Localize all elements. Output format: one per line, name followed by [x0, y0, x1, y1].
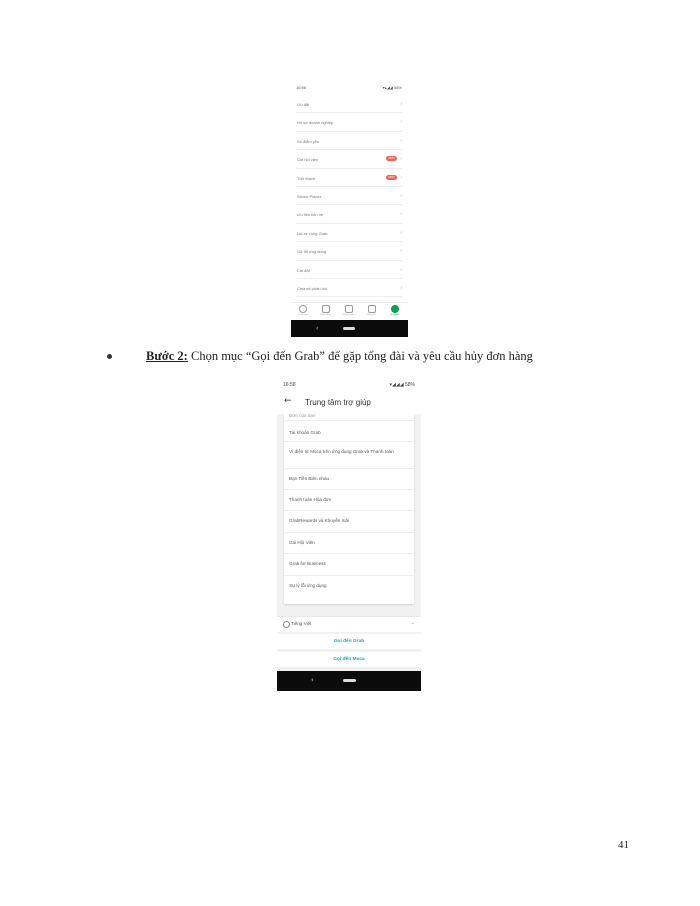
menu-item-business-profile[interactable] — [296, 112, 403, 131]
tab-label: Trang chủ — [297, 314, 308, 316]
help-item-label: GrabRewards và Khuyến mãi — [289, 518, 350, 523]
instruction-bullet — [107, 349, 627, 367]
menu-item-label: Lái xe cùng Grab — [297, 230, 328, 236]
tab-label: Hoạt động — [320, 314, 331, 316]
menu-item-challenges[interactable] — [296, 168, 403, 187]
call-moca-button[interactable]: Gọi đến Moca — [277, 652, 421, 667]
help-item-grab-for-business[interactable] — [284, 553, 414, 576]
chevron-down-icon: ⌄ — [410, 620, 415, 626]
help-item-money-transfer[interactable] — [284, 468, 414, 490]
menu-item-feedback[interactable] — [296, 278, 403, 297]
chevron-right-icon: › — [400, 174, 402, 181]
back-icon[interactable]: ‹ — [311, 676, 314, 684]
status-bar — [277, 378, 421, 392]
status-icons: ▾▴◢◢ 58% — [382, 85, 402, 90]
help-item-label: Bạn Tiền Biên nhau — [289, 476, 330, 481]
tab-label: Thanh toán — [342, 314, 355, 316]
step-description: Chọn mục “Gọi đến Grab” để gặp tổng đài và yêu cầu hủy đơn hàng — [187, 349, 533, 363]
menu-item-favorites[interactable] — [296, 131, 403, 150]
new-badge: MỚI — [386, 156, 397, 161]
help-topics-card — [284, 414, 414, 604]
help-item-app-troubleshooting[interactable] — [284, 575, 414, 597]
chevron-right-icon: › — [400, 119, 402, 126]
wallet-icon — [345, 305, 353, 313]
tab-payment[interactable] — [337, 305, 360, 321]
tab-account[interactable] — [383, 305, 406, 321]
menu-item-saved-places[interactable] — [296, 186, 403, 205]
menu-item-label: Thử thách — [297, 175, 316, 181]
menu-item-label: Ưu tiên liên hệ — [297, 212, 324, 218]
help-item-membership[interactable] — [284, 532, 414, 554]
globe-icon — [283, 621, 290, 628]
back-icon[interactable]: ‹ — [316, 325, 319, 332]
step-label: Bước 2: — [146, 349, 188, 363]
instruction-text — [146, 349, 533, 364]
menu-item-settings[interactable] — [296, 260, 403, 279]
page-number: 41 — [618, 839, 629, 851]
home-pill-icon[interactable] — [343, 679, 356, 682]
menu-item-label: Chia sẻ phản hồi — [297, 286, 328, 291]
inbox-icon — [368, 305, 376, 313]
menu-item-drive-with-grab[interactable] — [296, 223, 403, 242]
tab-label: Hộp thư — [367, 314, 376, 316]
chevron-right-icon: › — [400, 285, 402, 291]
bullet-dot-icon — [107, 354, 112, 359]
chevron-right-icon: › — [400, 229, 402, 236]
help-item-moca-wallet[interactable] — [284, 441, 414, 469]
help-item-label: Thanh toán Hóa đơn — [289, 497, 332, 502]
status-icons: ▾◢◢◢ 58% — [389, 382, 415, 388]
app-screenshot-help-center — [277, 378, 421, 691]
system-nav-bar — [277, 671, 421, 691]
tab-activity[interactable] — [314, 305, 337, 321]
menu-item-label: Hồ sơ doanh nghiệp — [297, 120, 334, 126]
new-badge: MỚI — [386, 175, 397, 180]
menu-item-label: Gói hội viên — [297, 157, 319, 163]
menu-item-label: Gỡ lỗi ứng dụng — [297, 249, 327, 255]
chevron-right-icon: › — [400, 211, 402, 218]
help-item-grabrewards[interactable] — [284, 510, 414, 533]
status-time: 16:58 — [283, 382, 296, 388]
home-icon — [299, 305, 307, 313]
help-item-label: Sự lý lỗi ứng dụng — [289, 583, 327, 588]
help-item-label: Gói Hội Viên — [289, 540, 315, 545]
chevron-right-icon: › — [400, 193, 402, 199]
chevron-right-icon: › — [400, 156, 402, 163]
page-title: Trung tâm trợ giúp — [305, 398, 371, 407]
account-icon — [391, 305, 399, 313]
bottom-tab-bar — [291, 302, 408, 321]
help-item-grab-account[interactable] — [284, 420, 414, 442]
chevron-right-icon: › — [400, 137, 402, 144]
help-center-header — [277, 392, 421, 414]
help-item-label: Grab for Business — [289, 561, 326, 566]
status-time: 16:56 — [296, 85, 307, 90]
app-screenshot-account-menu — [291, 80, 408, 337]
activity-icon — [322, 305, 330, 313]
call-grab-button[interactable]: Gọi đến Grab — [277, 634, 421, 649]
chevron-right-icon: › — [400, 101, 402, 107]
help-item-label: Đơn của bạn — [289, 414, 316, 418]
home-pill-icon[interactable] — [343, 327, 355, 330]
menu-item-label: Ưu đãi — [297, 102, 310, 107]
tab-label: Tài khoản — [389, 314, 400, 316]
language-selector[interactable] — [277, 616, 421, 632]
menu-item-priority-contacts[interactable] — [296, 204, 403, 223]
help-item-label: Tài khoản Grab — [289, 430, 321, 435]
tab-inbox[interactable] — [360, 305, 383, 321]
tab-home[interactable] — [291, 305, 314, 321]
menu-item-membership[interactable] — [296, 149, 403, 168]
system-nav-bar — [291, 320, 408, 337]
chevron-right-icon: › — [400, 248, 402, 255]
chevron-right-icon: › — [400, 266, 402, 273]
back-arrow-icon[interactable]: ← — [284, 396, 292, 406]
language-label: Tiếng Việt — [291, 621, 312, 626]
menu-item-label: Cài đặt — [297, 267, 310, 273]
menu-item-uu-dai[interactable] — [296, 94, 403, 113]
menu-item-label: Số điểm yêu — [297, 138, 320, 144]
help-item-bill-payment[interactable] — [284, 489, 414, 511]
menu-item-label: Saved Places — [297, 194, 322, 199]
help-item-label: Ví điện tử Moca trên ứng dụng Grab và Thanh toán — [289, 449, 394, 454]
status-bar — [291, 80, 408, 94]
menu-item-debug-app[interactable] — [296, 241, 403, 260]
